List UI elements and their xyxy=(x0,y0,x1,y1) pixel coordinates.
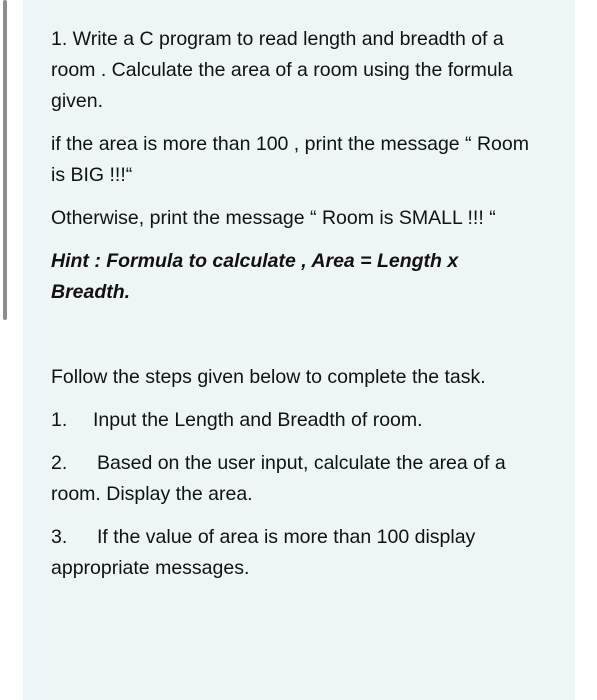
scrollbar[interactable] xyxy=(3,0,7,320)
step-number: 3. xyxy=(51,526,68,548)
step-item xyxy=(51,448,541,510)
step-text: Based on the user input, calculate the area of a room. Display the area. xyxy=(51,452,506,505)
step-item xyxy=(51,522,541,584)
step-number: 2. xyxy=(51,452,68,474)
condition-small-text: Otherwise, print the message “ Room is SMALL !!! “ xyxy=(51,207,496,229)
question-card xyxy=(23,0,575,700)
condition-big-text: if the area is more than 100 , print the message “ Room is BIG !!!“ xyxy=(51,133,529,186)
question-text: 1. Write a C program to read length and breadth of a room . Calculate the area of a room using the formula given. xyxy=(51,28,513,112)
step-item xyxy=(51,405,541,436)
question-content xyxy=(51,24,541,596)
step-text: Input the Length and Breadth of room. xyxy=(93,409,423,431)
hint-text: Hint : Formula to calculate , Area = Length x Breadth. xyxy=(51,250,459,303)
instructions-intro: Follow the steps given below to complete the task. xyxy=(51,366,486,388)
step-number: 1. xyxy=(51,409,68,431)
step-text: If the value of area is more than 100 display appropriate messages. xyxy=(51,526,476,579)
